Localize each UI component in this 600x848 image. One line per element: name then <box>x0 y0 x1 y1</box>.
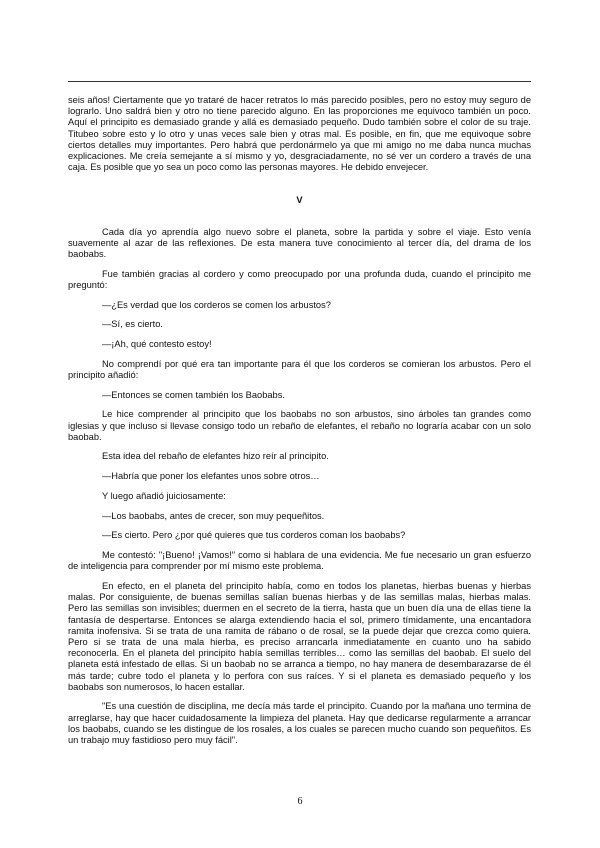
paragraph: "Es una cuestión de disciplina, me decía más tarde el principito. Cuando por la mañana uno termina de arreglarse, hay que hacer cuidadosamente la limpieza del planeta. Hay que dedicarse regularmente a arrancar los baobabs, cuando se les distingue de los rosales, a los cuales se parecen mucho cuando son pequeñitos. Es un trabajo muy fastidioso pero muy fácil". <box>68 701 531 746</box>
dialogue-line: —Los baobabs, antes de crecer, son muy pequeñitos. <box>102 510 325 521</box>
dialogue-line: —¡Ah, qué contesto estoy! <box>102 339 212 350</box>
paragraph: seis años! Ciertamente que yo trataré de hacer retratos lo más parecido posibles, pero no estoy muy seguro de lograrlo. Uno saldrá bien y otro no tiene parecido alguno. En las proporciones me equivoco también un poco. Aquí el principito es demasiado grande y allá es demasiado pequeño. Dudo también sobre el color de su traje. Titubeo sobre esto y lo otro y unas veces sale bien y otras mal. Es posible, en fin, que me equivoque sobre ciertos detalles muy importantes. Pero habrá que perdonármelo ya que mi amigo no me daba nunca muchas explicaciones. Me creía semejante a sí mismo y yo, desgraciadamente, no sé ver un cordero a través de una caja. Es posible que yo sea un poco como las personas mayores. He debido envejecer. <box>68 95 531 173</box>
header-rule <box>68 81 531 82</box>
paragraph: Le hice comprender al principito que los baobabs no son arbustos, sino árboles tan grandes como iglesias y que incluso si llevase consigo todo un rebaño de elefantes, el rebaño no lograría acabar con un solo baobab. <box>68 409 531 442</box>
paragraph: Fue también gracias al cordero y como preocupado por una profunda duda, cuando el principito me preguntó: <box>68 268 531 290</box>
paragraph: Y luego añadió juiciosamente: <box>102 490 226 501</box>
dialogue-line: —Sí, es cierto. <box>102 319 163 330</box>
paragraph: Me contestó: "¡Bueno! ¡Vamos!" como si hablara de una evidencia. Me fue necesario un gran esfuerzo de inteligencia para comprender por mí mismo este problema. <box>68 549 531 572</box>
dialogue-line: —Es cierto. Pero ¿por qué quieres que tus corderos coman los baobabs? <box>102 530 406 541</box>
chapter-heading: V <box>296 195 303 206</box>
page-number: 6 <box>297 796 303 807</box>
paragraph: Cada día yo aprendía algo nuevo sobre el planeta, sobre la partida y sobre el viaje. Esto venía suavemente al azar de las reflexiones. De esta manera tuve conocimiento al tercer día, del drama de los baobabs. <box>68 226 531 260</box>
paragraph: Esta idea del rebaño de elefantes hizo reír al principito. <box>102 451 329 462</box>
paragraph: En efecto, en el planeta del principito había, como en todos los planetas, hierbas buenas y hierbas malas. Por consiguiente, de buenas semillas salían buenas hierbas y de las semillas malas, hierbas malas. Pero las semillas son invisibles; duermen en el secreto de la tierra, hasta que un buen día una de ellas tiene la fantasía de despertarse. Entonces se alarga extendiendo hacia el sol, primero tímidamente, una encantadora ramita inofensiva. Si se trata de una ramita de rábano o de rosal, se la puede dejar que crezca como quiera. Pero si se trata de una mala hierba, es preciso arrancarla inmediatamente en cuanto uno ha sabido reconocerla. En el planeta del principito había semillas terribles… como las semillas del baobab. El suelo del planeta está infestado de ellas. Si un baobab no se arranca a tiempo, no hay manera de desembarazarse de él más tarde; cubre todo el planeta y lo perfora con sus raíces. Y si el planeta es demasiado pequeño y los baobabs son numerosos, lo hacen estallar. <box>68 580 531 692</box>
paragraph: No comprendí por qué era tan importante para él que los corderos se comieran los arbustos. Pero el principito añadió: <box>68 358 531 380</box>
dialogue-line: —Habría que poner los elefantes unos sobre otros… <box>102 471 320 482</box>
dialogue-line: —¿Es verdad que los corderos se comen los arbustos? <box>102 299 331 310</box>
body-text <box>68 95 531 755</box>
dialogue-line: —Entonces se comen también los Baobabs. <box>102 389 285 400</box>
